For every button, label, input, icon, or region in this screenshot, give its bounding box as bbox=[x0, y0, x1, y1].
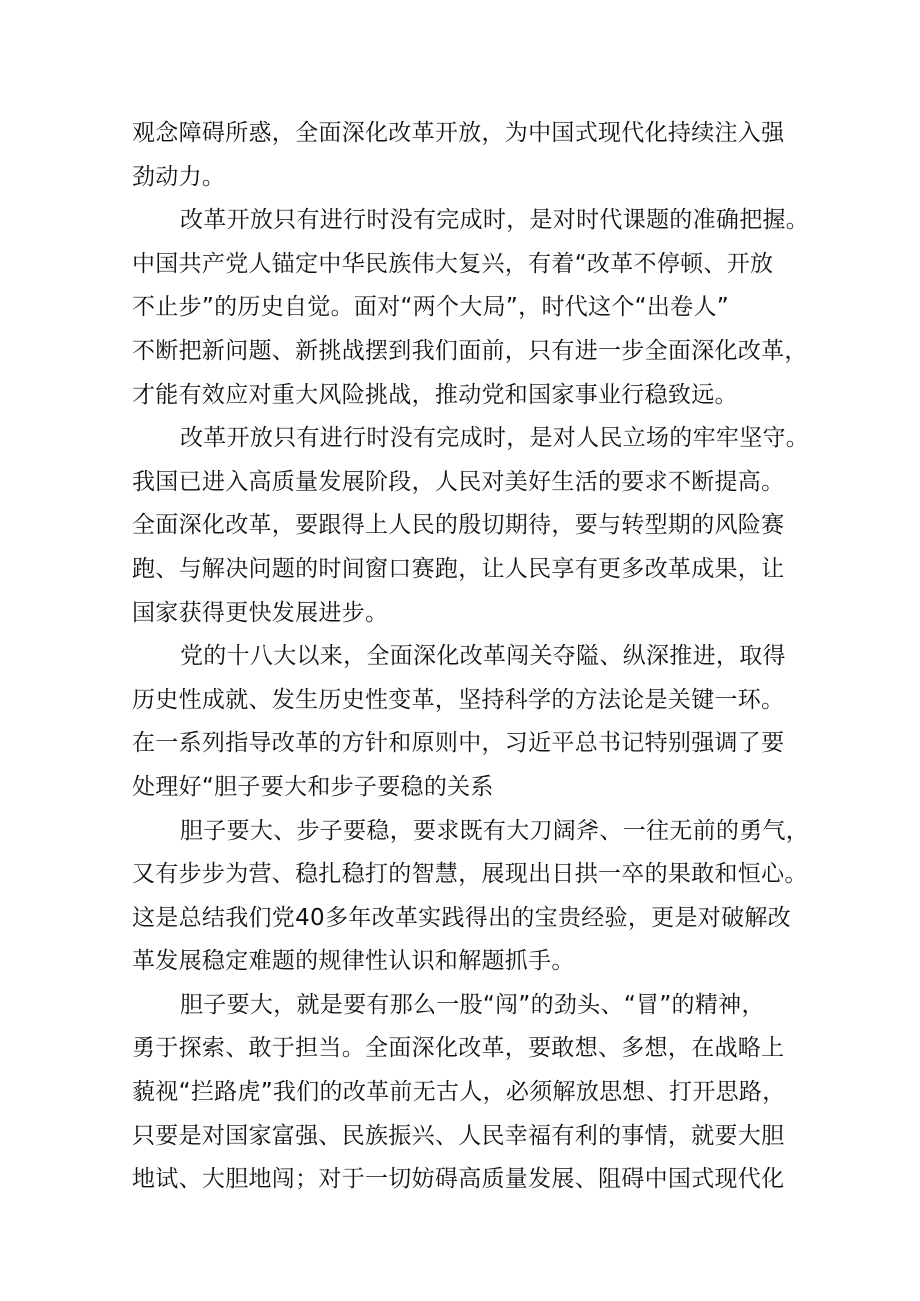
text-line: 只要是对国家富强、民族振兴、人民幸福有利的事情，就要大胆 bbox=[132, 1122, 785, 1149]
text-line: 藐视“拦路虎”我们的改革前无古人，必须解放思想、打开思路， bbox=[132, 1079, 786, 1106]
text-line: 又有步步为营、稳扎稳打的智慧，展现出日拱一卒的果敢和恒心。 bbox=[132, 861, 808, 888]
text-line: 这是总结我们党40多年改革实践得出的宝贵经验，更是对破解改 bbox=[132, 904, 791, 931]
text-line: 跑、与解决问题的时间窗口赛跑，让人民享有更多改革成果，让 bbox=[132, 555, 785, 582]
text-line: 观念障碍所惑，全面深化改革开放，为中国式现代化持续注入强 bbox=[132, 120, 785, 146]
text-line: 处理好“胆子要大和步子要稳的关系 bbox=[132, 773, 494, 800]
text-line: 我国已进入高质量发展阶段，人民对美好生活的要求不断提高。 bbox=[132, 468, 785, 495]
text-line: 胆子要大、步子要稳，要求既有大刀阔斧、一往无前的勇气， bbox=[180, 817, 810, 844]
text-line: 不断把新问题、新挑战摆到我们面前，只有进一步全面深化改革， bbox=[132, 337, 808, 364]
text-line: 勇于探索、敢于担当。全面深化改革，要敢想、多想，在战略上 bbox=[132, 1035, 785, 1062]
text-line: 不止步”的历史自觉。面对“两个大局”，时代这个“出卷人” bbox=[132, 294, 729, 321]
text-line: 国家获得更快发展进步。 bbox=[132, 599, 389, 626]
text-line: 在一系列指导改革的方针和原则中，习近平总书记特别强调了要 bbox=[132, 730, 785, 757]
document-page bbox=[132, 112, 810, 1202]
text-line: 中国共产党人锚定中华民族伟大复兴，有着“改革不停顿、开放 bbox=[132, 250, 774, 277]
text-line: 历史性成就、发生历史性变革，坚持科学的方法论是关键一环。 bbox=[132, 686, 785, 713]
text-line: 胆子要大，就是要有那么一股“闯”的劲头、“冒”的精神， bbox=[180, 991, 765, 1018]
text-line: 改革开放只有进行时没有完成时，是对时代课题的准确把握。 bbox=[180, 207, 810, 234]
text-line: 改革开放只有进行时没有完成时，是对人民立场的牢牢坚守。 bbox=[180, 425, 810, 452]
text-line: 才能有效应对重大风险挑战，推动党和国家事业行稳致远。 bbox=[132, 381, 738, 408]
text-line: 劲动力。 bbox=[132, 163, 226, 190]
text-line: 党的十八大以来，全面深化改革闯关夺隘、纵深推进，取得 bbox=[180, 643, 786, 670]
text-line: 地试、大胆地闯；对于一切妨碍高质量发展、阻碍中国式现代化 bbox=[132, 1166, 785, 1193]
text-line: 革发展稳定难题的规律性认识和解题抓手。 bbox=[132, 948, 575, 975]
text-line: 全面深化改革，要跟得上人民的殷切期待，要与转型期的风险赛 bbox=[132, 512, 785, 539]
